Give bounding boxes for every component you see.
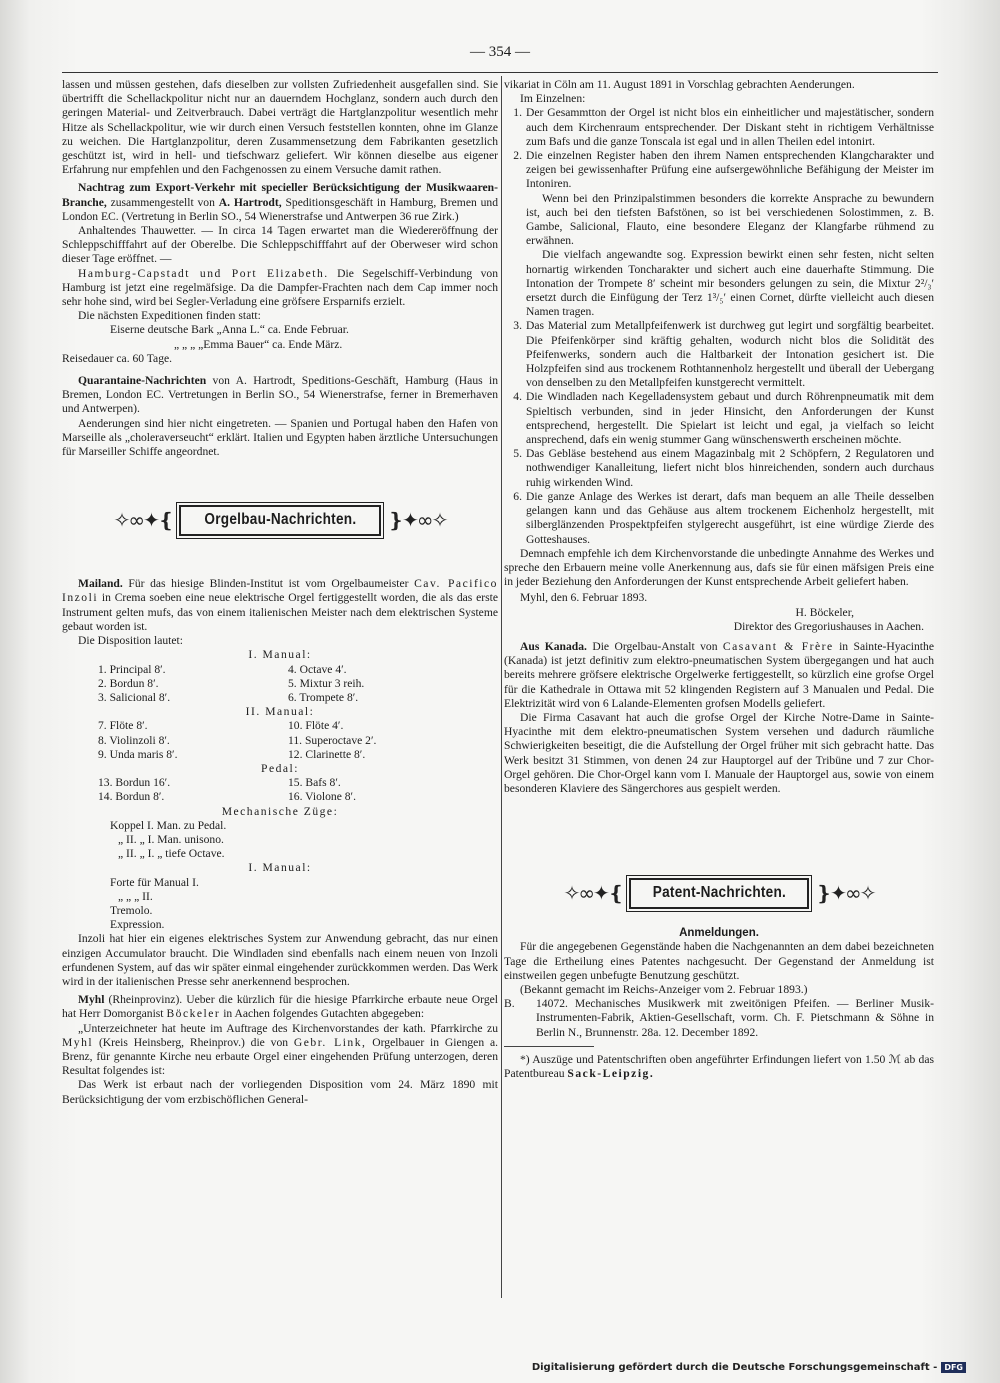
report-item bbox=[504, 106, 934, 149]
myhl-organist: Böckeler bbox=[166, 1007, 221, 1021]
quote-c: Orgelbauer in Giengen a. Brenz, für genannte Kirche neu erbaute Orgel einer eingehenden Prüfung unterzogen, deren Resultat folgendes ist: bbox=[62, 1035, 498, 1078]
mailand-text-a: Für das hiesige Blinden-Institut ist vom Orgelbaumeister bbox=[122, 577, 415, 591]
item-number: 5. bbox=[513, 447, 522, 461]
manual-3-heading: I. Manual: bbox=[248, 861, 312, 875]
stop-row bbox=[62, 719, 498, 733]
ornament-left-icon: ✧∞✦❴ bbox=[113, 508, 173, 533]
coupler-3: „ II. „ I. „ tiefe Octave. bbox=[118, 847, 225, 861]
report-item bbox=[504, 447, 934, 490]
banner-box bbox=[179, 505, 382, 536]
left-column bbox=[62, 78, 498, 1107]
stop: 2. Bordun 8′. bbox=[98, 676, 159, 690]
report-date: Myhl, den 6. Februar 1893. bbox=[520, 591, 648, 605]
coupler-1: Koppel I. Man. zu Pedal. bbox=[110, 818, 227, 832]
stop: 7. Flöte 8′. bbox=[98, 719, 148, 733]
quote-b: (Kreis Heinsberg, Rheinprov.) die von bbox=[93, 1035, 294, 1049]
stop: 13. Bordun 16′. bbox=[98, 776, 171, 790]
manual-1-stops bbox=[62, 663, 498, 706]
export-paragraph bbox=[62, 181, 498, 224]
stop: 11. Superoctave 2′. bbox=[288, 733, 377, 747]
item-text: Die Windladen nach Kegelladensystem gebaut und durch Röhrenpneumatik mit dem Spieltisch verbunden, sind in jeder Hinsicht, den Anforderungen der Kunst entsprechend, hergestellt. Die Spielart ist leicht und egal, ja vielfach so leicht ansprechend, dafs ein wenig stummer Gang wünschenswerth erscheinen möchte. bbox=[526, 390, 934, 447]
footnote bbox=[504, 1053, 934, 1081]
manual-1-heading: I. Manual: bbox=[248, 648, 312, 662]
export-author: A. Hartrodt, bbox=[218, 195, 282, 209]
item-text: Die ganze Anlage des Werkes ist derart, dafs man bequem an alle Theile desselben gelangen kann und das Gehäuse aus altem trockenem Eichenholz hergestellt, mit silberglänzenden Prospektpfeifen stylgerecht ausgeführt, ist eine würdige Zierde des Gotteshauses. bbox=[526, 489, 934, 546]
coupler-2: „ II. „ I. Man. unisono. bbox=[118, 832, 224, 846]
myhl-paragraph bbox=[62, 993, 498, 1021]
stop: 14. Bordun 8′. bbox=[98, 790, 165, 804]
item-number: 4. bbox=[513, 390, 522, 404]
stop: 15. Bafs 8′. bbox=[288, 776, 341, 790]
kanada-paragraph bbox=[504, 640, 934, 711]
report-item bbox=[504, 319, 934, 390]
expedition-1: Eiserne deutsche Bark „Anna L.“ ca. Ende Februar. bbox=[110, 323, 349, 337]
dfg-footer bbox=[532, 1362, 966, 1373]
footnote-text: *) Auszüge und Patentschriften oben angeführter Erfindungen liefert von 1.50 ℳ ab das Patentbureau bbox=[504, 1052, 934, 1080]
signature-title: Direktor des Gregoriushauses in Aachen. bbox=[733, 619, 924, 633]
mailand-builder: Cav. Pacifico Inzoli bbox=[62, 577, 498, 605]
einzelnen-heading: Im Einzelnen: bbox=[520, 92, 586, 106]
pedal-stops bbox=[62, 776, 498, 804]
page-number: — 354 — bbox=[470, 44, 530, 60]
stop-row bbox=[62, 776, 498, 790]
patent-entry bbox=[504, 997, 934, 1040]
mailand-heading: Mailand. bbox=[78, 577, 123, 591]
banner-title: Patent-Nachrichten. bbox=[652, 883, 786, 901]
expression: Expression. bbox=[110, 918, 165, 932]
stop: 9. Unda maris 8′. bbox=[98, 747, 178, 761]
quarantine-paragraph bbox=[62, 374, 498, 417]
footnote-bureau: Sack-Leipzig. bbox=[567, 1066, 655, 1080]
item-number: 2. bbox=[513, 149, 522, 163]
item-text: Das Gebläse bestehend aus einem Magazinbalg mit 2 Schöpfern, 2 Regulatoren und nothwendiger Kanalleitung, liefert nicht blos hinreichenden, sondern auch durchaus ruhig wirkenden Wind. bbox=[526, 447, 934, 489]
stop: 5. Mixtur 3 reih. bbox=[288, 676, 365, 690]
forte-1: Forte für Manual I. bbox=[110, 875, 199, 889]
quarantine-paragraph-2: Aenderungen sind hier nicht eingetreten. — Spanien und Portugal haben den Hafen von Marseille als „choleraverseucht“ erklärt. Italien und Egypten haben ärztliche Untersuchungen für Marseiller Schiffe angeordnet. bbox=[62, 416, 498, 459]
expeditions-intro: Die nächsten Expeditionen finden statt: bbox=[78, 309, 261, 323]
quarantine-text: von A. Hartrodt, Speditions-Geschäft, Hamburg (Haus in Bremen, London EC. Vertretungen in Berlin SO., 54 Wienerstrafse, ferner in Bremerhaven und Antwerpen). bbox=[62, 374, 498, 416]
banner-box bbox=[629, 878, 810, 909]
ornament-right-icon: ❵✦∞✧ bbox=[387, 508, 447, 533]
mailand-text-b: in Crema soeben eine neue elektrische Orgel fertiggestellt worden, die als das erste Instrument gelten mufs, das von einem italienischen Meister nach dem elektrischen Systeme gebaut worden ist. bbox=[62, 591, 498, 633]
anmeldungen-heading: Anmeldungen. bbox=[679, 927, 759, 940]
myhl-heading: Myhl bbox=[78, 993, 105, 1007]
disposition-intro: Die Disposition lautet: bbox=[78, 634, 183, 648]
expression-paragraph: Die vielfach angewandte sog. Expression bewirkt einen sehr festen, nicht selten hornartig wirkenden Toncharakter und sichert auch eine dauerhafte Stimmung. Die Intonation der Trompete 8′ scheint mir besonders gelungen zu sein, die Mixtur 2²/₃′ ersetzt durch die Einfügung der Terz 1³/₅′ einen Cornet, dürfte vielleicht auch diesen Namen tragen. bbox=[526, 248, 934, 319]
anmeldungen-paragraph: Für die angegebenen Gegenstände haben die Nachgenannten an dem dabei bezeichneten Tage die Ertheilung eines Patentes nachgesucht. Der Gegenstand der Anmeldung ist einstweilen gegen unbefugte Benutzung geschützt. bbox=[504, 940, 934, 982]
item-number: 3. bbox=[513, 319, 522, 333]
tremolo: Tremolo. bbox=[110, 903, 153, 917]
quote-a: „Unterzeichneter hat heute im Auftrage des Kirchenvorstandes der kath. Pfarrkirche zu bbox=[78, 1021, 498, 1035]
stop-row bbox=[62, 748, 498, 762]
kanada-builder: Casavant & Frère bbox=[722, 639, 834, 653]
stop: 4. Octave 4′. bbox=[288, 662, 347, 676]
item-text: Die einzelnen Register haben den ihrem Namen entsprechenden Klangcharakter und zeigen bei gewissenhafter Prüfung eine aufsergewöhnliche Befähigung der Meister im Intoniren. bbox=[526, 149, 934, 191]
footnote-rule bbox=[504, 1046, 594, 1047]
cape-heading: Hamburg-Capstadt und Port Elizabeth. bbox=[78, 266, 329, 280]
kanada-text-b: in Sainte-Hyacinthe (Kanada) ist jetzt definitiv zum elektro-pneumatischen System übergegangen und hat auch bereits mehrere gröfsere elektrische Orgelwerke fertiggestellt, so kürzlich eine grofse Orgel für die Kathedrale in Ottawa mit 52 klingenden Registern auf 3 Manualen und Pedal. Die Elektrizität wird von 6 Lalande-Elementen grofsen Modells geliefert. bbox=[504, 639, 934, 710]
item-number: 6. bbox=[513, 489, 522, 503]
stop-row bbox=[62, 734, 498, 748]
cape-paragraph bbox=[62, 267, 498, 310]
patent-banner bbox=[504, 864, 934, 922]
forte-2: „ „ „ II. bbox=[118, 889, 153, 903]
kanada-text-a: Die Orgelbau-Anstalt von bbox=[586, 639, 723, 653]
quarantine-title: Quarantaine-Nachrichten bbox=[78, 374, 207, 388]
kanada-paragraph-2: Die Firma Casavant hat auch die grofse Orgel der Kirche Notre-Dame in Sainte-Hyacinthe mit dem elektro-pneumatischen System versehen und dadurch räumliche Schwierigkeiten beseitigt, die die Aufstellung der Orgel früher mit sich gebracht hatte. Das Werk besitzt 31 Stimmen, von denen 24 zur Hauptorgel auf der Tribüne und 7 zur Chor-Orgel gehören. Die Chor-Orgel kann vom I. Manuale der Hauptorgel aus, sowie von einem besonderen Klaviere des Sängerchores aus gespielt werden. bbox=[504, 710, 934, 795]
report-item bbox=[504, 490, 934, 547]
stop-row bbox=[62, 691, 498, 705]
item-text: Der Gesammtton der Orgel ist nicht blos ein einheitlicher und majestätischer, sondern auch dem Kirchenraum entsprechender. Der Diskant steht in richtigem Verhältnisse zum Bafs und die ganze Tonscala ist egal und in allen Theilen edel intonirt. bbox=[526, 106, 934, 148]
expedition-2: „ „ „ „Emma Bauer“ ca. Ende März. bbox=[174, 337, 343, 351]
stop-row bbox=[62, 790, 498, 804]
manual-2-heading: II. Manual: bbox=[245, 705, 315, 719]
mechanical-heading: Mechanische Züge: bbox=[221, 804, 339, 818]
column-separator bbox=[501, 76, 502, 1298]
thaw-paragraph: Anhaltendes Thauwetter. — In circa 14 Tagen erwartet man die Wiedereröffnung der Schleppschifffahrt auf der Oberelbe. Die Schleppschifffahrt auf der Oberweser wird schon dieser Tage eröffnet. — bbox=[62, 224, 498, 266]
dfg-logo: DFG bbox=[941, 1362, 966, 1373]
stop-row bbox=[62, 677, 498, 691]
ornament-left-icon: ✧∞✦❴ bbox=[563, 881, 623, 906]
cape-text: Die Segelschiff-Verbindung von Hamburg ist jetzt eine regelmäfsige. Da die Dampfer-Frachten nach dem Cap immer noch sehr hohe sind, wird bei Segler-Verladung eine gröfsere Ersparnifs erzielt. bbox=[62, 266, 498, 309]
announcement-note: (Bekannt gemacht im Reichs-Anzeiger vom 2. Februar 1893.) bbox=[520, 982, 808, 996]
report-item bbox=[504, 149, 934, 192]
header-rule bbox=[62, 72, 938, 73]
stop: 10. Flöte 4′. bbox=[288, 719, 344, 733]
patent-text: 14072. Mechanisches Musikwerk mit zweitönigen Pfeifen. — Berliner Musik-Instrumenten-Fabrik, Aktien-Gesellschaft, vorm. Ch. F. Pietschmann & Söhne in Berlin N., Brunnenstr. 28a. 12. December 1892. bbox=[536, 997, 934, 1039]
item-number: 1. bbox=[513, 106, 522, 120]
report-quote bbox=[62, 1022, 498, 1079]
werk-paragraph: Das Werk ist erbaut nach der vorliegenden Disposition vom 24. März 1890 mit Berücksichtigung der vom erzbischöflichen General- bbox=[62, 1078, 498, 1106]
ornament-right-icon: ❵✦∞✧ bbox=[815, 881, 875, 906]
mailand-paragraph bbox=[62, 577, 498, 634]
polish-paragraph: lassen und müssen gestehen, dafs dieselben zur vollsten Zufriedenheit ausgefallen sind. Sie übertrifft die Schellackpolitur nicht nur an dauerndem Hochglanz, sondern auch durch den geringen Material- und Zeitverbrauch. Dabei verträgt die Hartglanzpolitur wesentlich mehr Hitze als Schellackpolitur, wie wir durch einen Versuch feststellen konnten, ohne im Glanze zu weichen. Die Hartglanzpolitur, deren Zusammensetzung dem Fabrikanten gesetzlich geschützt ist, wird in hell- und tiefschwarz geliefert. Wir können dieselbe aus eigener Erfahrung nur empfehlen und den Fachgenossen zu einem Versuche damit rathen. bbox=[62, 78, 498, 177]
travel-time: Reisedauer ca. 60 Tage. bbox=[62, 351, 173, 365]
vikariat-paragraph: vikariat in Cöln am 11. August 1891 in Vorschlag gebrachten Aenderungen. bbox=[504, 78, 855, 91]
prinzipal-paragraph: Wenn bei den Prinzipalstimmen besonders die korrekte Ansprache zu bewundern ist, auch bei den tiefsten Bafstönen, so ist bei verschiedenen Solostimmen, z. B. Gambe, Salicional, Flauto, eine besondere Eleganz der Klangfarbe rühmend zu erwähnen. bbox=[526, 191, 934, 248]
export-by: zusammengestellt von bbox=[106, 195, 219, 209]
item-text: Das Material zum Metallpfeifenwerk ist durchweg gut legirt und sorgfältig bearbeitet. Die Pfeifenkörper sind kräftig gehalten, wodurch nicht blos die Solidität des Pfeifenwerks, sondern auch die Haltbarkeit der Intonation gesichert ist. Die Holzpfeifen sind aus trockenem Rothtannenholz hergestellt und überall der Uebergang von denselben zu den Metallpfeifen kunstgerecht vermittelt. bbox=[526, 319, 934, 390]
inzoli-paragraph: Inzoli hat hier ein eigenes elektrisches System zur Anwendung gebracht, das nur einen einzigen Accumulator braucht. Die Windladen sind ebenfalls nach einem neuen von Inzoli erfundenen System, auf das wir später einmal eingehender zurückkommen werden. Das Werk wird in der italienischen Presse sehr anerkennend besprochen. bbox=[62, 932, 498, 988]
quote-builder: Gebr. Link, bbox=[293, 1035, 367, 1049]
export-title: Nachtrag zum Export-Verkehr mit specieller Berücksichtigung der Musikwaaren-Branche, bbox=[62, 181, 498, 209]
export-rest: Speditionsgeschäft in Hamburg, Bremen und London EC. (Vertretung in Berlin SO., 54 Wienerstrafse und Antwerpen 36 rue Zirk.) bbox=[62, 195, 498, 223]
recommendation-paragraph: Demnach empfehle ich dem Kirchenvorstande die unbedingte Annahme des Werkes und spreche den Erbauern meine volle Anerkennung aus, dafs sie für einen mäfsigen Preis eine in jeder Beziehung den Anforderungen der Kunst entsprechende Arbeit geliefert haben. bbox=[504, 546, 934, 589]
footer-text: Digitalisierung gefördert durch die Deutsche Forschungsgemeinschaft - bbox=[531, 1362, 938, 1373]
stop: 12. Clarinette 8′. bbox=[288, 747, 366, 761]
signature-name: H. Böckeler, bbox=[795, 605, 854, 619]
orgelbau-banner bbox=[62, 491, 498, 549]
myhl-text-b: in Aachen folgendes Gutachten abgegeben: bbox=[220, 1007, 425, 1021]
stop-row bbox=[62, 663, 498, 677]
stop: 8. Violinzoli 8′. bbox=[98, 733, 170, 747]
myhl-text-a: (Rheinprovinz). Ueber die kürzlich für die hiesige Pfarrkirche erbaute neue Orgel hat Herr Domorganist bbox=[62, 993, 498, 1021]
stop: 16. Violone 8′. bbox=[288, 790, 356, 804]
patent-class: B. bbox=[504, 997, 515, 1011]
kanada-heading: Aus Kanada. bbox=[520, 639, 587, 653]
pedal-heading: Pedal: bbox=[261, 761, 299, 775]
stop: 1. Principal 8′. bbox=[98, 662, 166, 676]
stop: 3. Salicional 8′. bbox=[98, 690, 171, 704]
stop: 6. Trompete 8′. bbox=[288, 690, 359, 704]
right-column bbox=[504, 78, 934, 1081]
banner-title: Orgelbau-Nachrichten. bbox=[204, 510, 356, 528]
manual-2-stops bbox=[62, 719, 498, 762]
report-item bbox=[504, 390, 934, 447]
quote-place: Myhl bbox=[62, 1035, 94, 1049]
